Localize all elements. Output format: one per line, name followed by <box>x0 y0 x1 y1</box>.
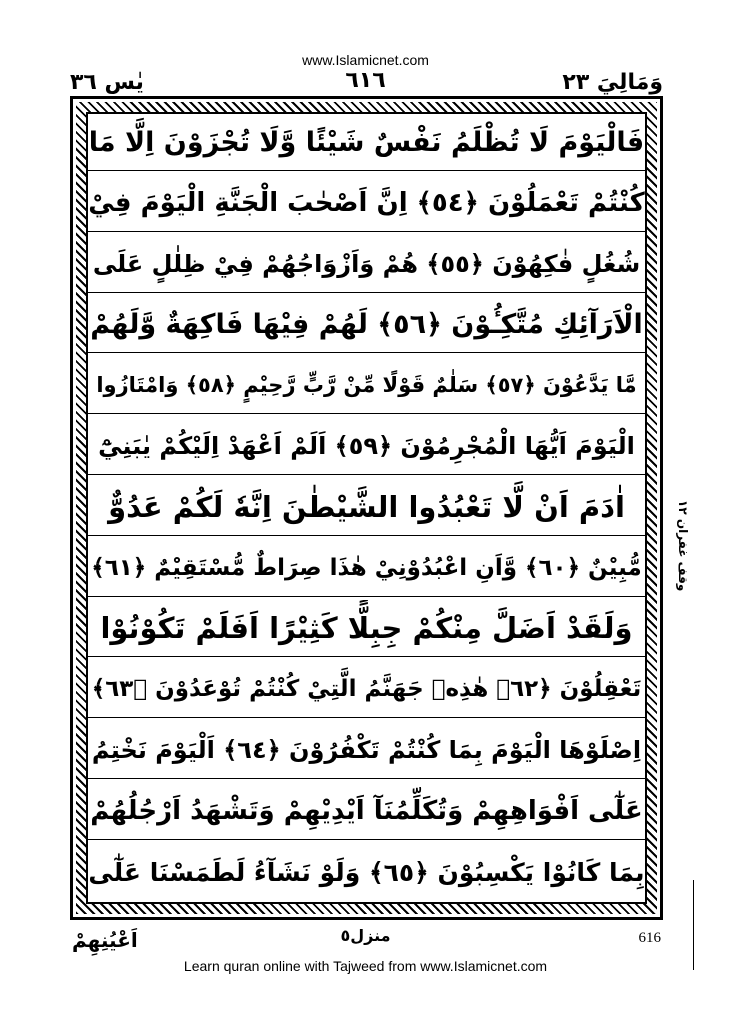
quran-line: اِصْلَوْهَا الْيَوْمَ بِمَا كُنْتُمْ تَكْفُرُوْنَ ﴿٦٤﴾ اَلْيَوْمَ نَخْتِمُ <box>88 722 645 779</box>
juz-name: وَمَالِيَ ٢٣ <box>562 70 663 95</box>
quran-line: فَالْيَوْمَ لَا تُظْلَمُ نَفْسٌ شَيْئًا وَّلَا تُجْزَوْنَ اِلَّا مَا <box>88 114 645 171</box>
quran-line: تَعْقِلُوْنَ ﴿٦٢﴾ هٰذِهٖ جَهَنَّمُ الَّتِيْ كُنْتُمْ تُوْعَدُوْنَ ﴿٦٣﴾ <box>88 661 645 718</box>
site-url: www.Islamicnet.com <box>302 52 429 68</box>
quran-line: الْاَرَآئِكِ مُتَّكِـُٔوْنَ ﴿٥٦﴾ لَهُمْ فِيْهَا فَاكِهَةٌ وَّلَهُمْ <box>88 296 645 353</box>
text-block <box>86 112 647 904</box>
quran-line: مُّبِيْنٌ ﴿٦٠﴾ وَّاَنِ اعْبُدُوْنِيْ هٰذَا صِرَاطٌ مُّسْتَقِيْمٌ ﴿٦١﴾ <box>88 540 645 597</box>
quran-line: اٰدَمَ اَنْ لَّا تَعْبُدُوا الشَّيْطٰنَ اِنَّهٗ لَكُمْ عَدُوٌّ <box>88 479 645 536</box>
manzil-label: منزل٥ <box>340 926 391 945</box>
page-number: 616 <box>638 930 661 946</box>
quran-line: وَلَقَدْ اَضَلَّ مِنْكُمْ جِبِلًّا كَثِيْرًا اَفَلَمْ تَكُوْنُوْا <box>88 600 645 657</box>
footer-url: Learn quran online with Tajweed from www.Islamicnet.com <box>183 958 548 974</box>
page-edge-line <box>693 880 694 970</box>
quran-line: كُنْتُمْ تَعْمَلُوْنَ ﴿٥٤﴾ اِنَّ اَصْحٰبَ الْجَنَّةِ الْيَوْمَ فِيْ <box>88 175 645 232</box>
quran-line: شُغُلٍ فٰكِهُوْنَ ﴿٥٥﴾ هُمْ وَاَزْوَاجُهُمْ فِيْ ظِلٰلٍ عَلَى <box>88 236 645 293</box>
quran-line: مَّا يَدَّعُوْنَ ﴿٥٧﴾ سَلٰمٌ قَوْلًا مِّنْ رَّبٍّ رَّحِيْمٍ ﴿٥٨﴾ وَامْتَازُوا <box>88 357 645 414</box>
surah-name: يٰس ٣٦ <box>70 70 144 95</box>
margin-note: وقف غفران ١٢ <box>676 500 690 592</box>
quran-line: عَلٰٓى اَفْوَاهِهِمْ وَتُكَلِّمُنَآ اَيْدِيْهِمْ وَتَشْهَدُ اَرْجُلُهُمْ <box>88 783 645 840</box>
page-number-arabic: ٦١٦ <box>345 68 386 93</box>
quran-line: الْيَوْمَ اَيُّهَا الْمُجْرِمُوْنَ ﴿٥٩﴾ اَلَمْ اَعْهَدْ اِلَيْكُمْ يٰبَنِيْٓ <box>88 418 645 475</box>
quran-line: بِمَا كَانُوْا يَكْسِبُوْنَ ﴿٦٥﴾ وَلَوْ نَشَآءُ لَطَمَسْنَا عَلٰٓى <box>88 857 645 887</box>
catchword: اَعْيُنِهِمْ <box>72 928 138 952</box>
